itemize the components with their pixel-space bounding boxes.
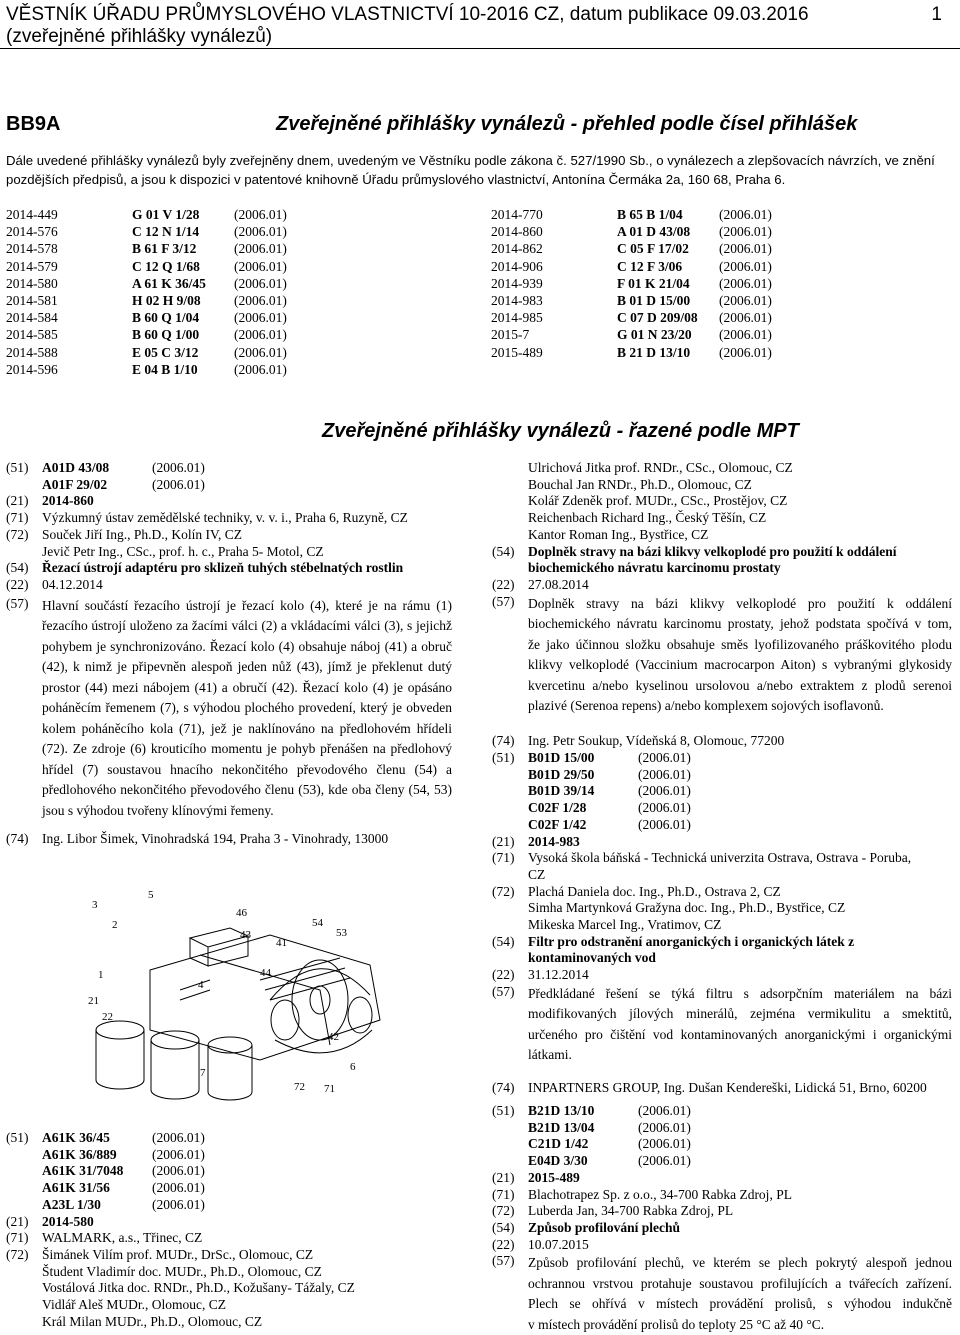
abstract [42, 596, 452, 822]
field-code: (57) [492, 1253, 515, 1269]
intro-line: Dále uvedené přihlášky vynálezů byly zveřejněny dnem, uvedeným ve Věstníku podle zákona č. 527/1990 Sb., o vynálezech a zlepšovacích návrzích, ve znění [6, 153, 935, 168]
invention-drawing [80, 880, 410, 1105]
inventor-line [492, 477, 952, 494]
application-number: 2014-449 [6, 207, 58, 222]
inventor-line [492, 460, 952, 477]
field-code: (22) [492, 576, 515, 592]
classification: C 05 F 17/02 [617, 241, 689, 257]
inventor: Študent Vladimír doc. MUDr., Ph.D., Olomouc, CZ [42, 1263, 322, 1279]
application-entry [492, 1103, 952, 1335]
field-code: (72) [492, 1203, 515, 1219]
classification: C 12 Q 1/68 [132, 258, 200, 274]
classification-year: (2006.01) [638, 1136, 691, 1152]
abstract-line: (42), k nimž je připevněn alespoň jeden nůž (43), jímž je překlenut dutý [42, 659, 452, 675]
inventor: Jevič Petr Ing., CSc., prof. h. c., Praha 5- Motol, CZ [42, 543, 324, 559]
application-number: 2015-7 [491, 327, 530, 343]
classification: B01D 39/14 [528, 783, 595, 799]
classification-entry [42, 1180, 205, 1195]
classification-line [492, 1153, 952, 1170]
inventor: Vostálová Jitka doc. RNDr., Ph.D., Kožušany- Tážaly, CZ [42, 1280, 355, 1296]
classification-entry [42, 1197, 205, 1212]
classification-line [6, 1147, 452, 1164]
figure-reference-label: 6 [350, 1061, 356, 1073]
application-entry [492, 460, 952, 749]
application-number: 2014-580 [6, 275, 58, 291]
classification: B 65 B 1/04 [617, 207, 683, 222]
application-number: 2014-985 [491, 310, 543, 326]
bulletin-title: VĚSTNÍK ÚŘADU PRŮMYSLOVÉHO VLASTNICTVÍ 10-2016 CZ, datum publikace 09.03.2016 [6, 4, 809, 25]
header-rule [0, 48, 960, 49]
field-code: (71) [492, 850, 515, 866]
field-code: (54) [492, 933, 515, 949]
application-number: 2014-862 [491, 241, 543, 257]
classification: A01F 29/02 [42, 476, 108, 492]
inventor-line [492, 900, 952, 917]
classification-line [6, 1130, 452, 1147]
classification-year: (2006.01) [719, 207, 772, 222]
abstract-line: že jako účinnou složku obsahuje směs lyofilizovaného práškovitého plodu [528, 636, 952, 652]
figure-reference-label: 71 [324, 1083, 335, 1095]
classification: G 01 V 1/28 [132, 207, 200, 222]
classification-year: (2006.01) [719, 310, 772, 326]
applicant: CZ [528, 866, 546, 882]
classification-entry [528, 1136, 691, 1151]
classification-entry [528, 750, 691, 765]
abstract-line: pohybem je synchronizováno. Řezací kolo (4) obsahuje náboj (41) a obruč [42, 638, 452, 654]
classification-line [492, 800, 952, 817]
application-number: 2014-585 [6, 327, 58, 343]
classification-line [6, 1180, 452, 1197]
application-number: 2014-770 [491, 207, 543, 222]
filing-date: 04.12.2014 [42, 576, 103, 592]
figure-reference-label: 72 [294, 1081, 305, 1093]
number-row [491, 206, 821, 223]
field-code: (74) [6, 831, 29, 847]
field-code: (72) [6, 526, 29, 542]
classification-year: (2006.01) [234, 361, 287, 377]
application-number: 2014-596 [6, 361, 58, 377]
figure-reference-label: 21 [88, 995, 99, 1007]
classification-year: (2006.01) [719, 292, 772, 308]
classification: C 12 N 1/14 [132, 224, 200, 240]
number-row [6, 275, 336, 292]
inventor: Král Milan MUDr., Ph.D., Olomouc, CZ [42, 1313, 263, 1329]
abstract [528, 984, 952, 1066]
abstract-line: klikvy velkoplodé (Vaccinium macrocarpon Aiton) s vybranými glykosidy [528, 657, 952, 673]
classification-year: (2006.01) [234, 258, 287, 274]
classification-year: (2006.01) [152, 1196, 205, 1212]
figure-reference-label: 53 [336, 927, 347, 939]
figure-reference-label: 7 [200, 1067, 206, 1079]
classification: F 01 K 21/04 [617, 275, 690, 291]
classification-entry [528, 817, 691, 832]
abstract-line: Hlavní součástí řezacího ústrojí je řezací kolo (4), které je na rámu (1) [42, 597, 452, 613]
inventor: Kolář Zdeněk prof. MUDr., CSc., Prostějov, CZ [528, 493, 788, 509]
abstract-line: (72). Ze zdroje (6) krouticího momentu je pohyb přenášen na předlohový [42, 741, 452, 757]
classification-entry [528, 800, 691, 815]
classification: C21D 1/42 [528, 1136, 589, 1152]
section-title-mpt: Zveřejněné přihlášky vynálezů - řazené podle MPT [322, 420, 799, 442]
number-row [6, 206, 336, 223]
application-number: 2014-588 [6, 344, 58, 360]
field-code: (21) [492, 1169, 515, 1185]
field-code: (54) [6, 560, 29, 576]
filing-date: 10.07.2015 [528, 1236, 589, 1252]
abstract-line: poháněcím řemenem (7), s výhodou plochého provedení, který je obveden [42, 700, 452, 716]
number-row [6, 223, 336, 240]
application-number: 2014-578 [6, 241, 58, 257]
number-row [6, 309, 336, 326]
invention-title: Filtr pro odstranění anorganických i organických látek z [528, 933, 855, 949]
classification-year: (2006.01) [638, 750, 691, 765]
field-code: (54) [492, 543, 515, 559]
figure-reference-label: 44 [260, 967, 271, 979]
figure-reference-label: 41 [276, 937, 287, 949]
field-code: (22) [492, 1236, 515, 1252]
field-code: (22) [6, 576, 29, 592]
classification: C02F 1/28 [528, 800, 587, 816]
application-number: 2015-489 [491, 344, 543, 360]
classification-year: (2006.01) [152, 1146, 205, 1162]
inventor: Kantor Roman Ing., Bystřice, CZ [528, 526, 709, 542]
application-number: 2014-860 [491, 224, 543, 240]
number-row [6, 361, 336, 378]
invention-title: Doplněk stravy na bázi klikvy velkoplodé pro použití k oddálení [528, 543, 897, 559]
classification: E 05 C 3/12 [132, 344, 199, 360]
classification: A61K 36/45 [42, 1130, 110, 1145]
application-number: 2015-489 [528, 1169, 580, 1185]
abstract-line: v místech provádění prolisů do teploty 25 °C až 40 °C. [528, 1316, 825, 1332]
filing-date: 27.08.2014 [528, 576, 589, 592]
classification-year: (2006.01) [234, 207, 287, 222]
classification-line [492, 783, 952, 800]
abstract-line: prostor (44) mezi nábojem (41) a obručí (42). Řezací kolo (4) je opásáno [42, 679, 452, 695]
classification-year: (2006.01) [719, 224, 772, 240]
classification-entry [528, 1103, 691, 1118]
classification-entry [528, 1120, 691, 1135]
abstract-line: modifikovaných jílových minerálů, zejména vermikulitu a smektitů, [528, 1006, 952, 1022]
number-row [491, 309, 821, 326]
agent: INPARTNERS GROUP, Ing. Dušan Kendereški, Lidická 51, Brno, 60200 [528, 1079, 927, 1095]
section-title: Zveřejněné přihlášky vynálezů - přehled podle čísel přihlášek [276, 113, 858, 135]
classification: B 60 Q 1/00 [132, 327, 200, 343]
classification-line [492, 1103, 952, 1120]
application-number: 2014-939 [491, 275, 543, 291]
applicant: Výzkumný ústav zemědělské techniky, v. v. i., Praha 6, Ruzyně, CZ [42, 510, 408, 526]
classification-year: (2006.01) [234, 327, 287, 343]
classification-year: (2006.01) [638, 1103, 691, 1118]
figure-reference-label: 4 [198, 979, 204, 991]
classification-entry [42, 1163, 205, 1178]
classification-year: (2006.01) [152, 1180, 205, 1196]
number-row [6, 258, 336, 275]
number-row [491, 292, 821, 309]
application-entry [6, 1130, 452, 1330]
classification-line [6, 1163, 452, 1180]
classification-line [492, 1120, 952, 1137]
invention-title: kontaminovaných vod [528, 950, 656, 966]
application-number: 2014-983 [528, 833, 580, 849]
inventor-line [6, 1280, 452, 1297]
classification-year: (2006.01) [719, 258, 772, 274]
field-code: (71) [492, 1186, 515, 1202]
abstract-line: jsou s výhodou tvořeny klínovými řemeny. [42, 802, 274, 818]
classification: G 01 N 23/20 [617, 327, 692, 343]
field-code: (21) [6, 493, 29, 509]
inventor: Reichenbach Richard Ing., Český Těšín, CZ [528, 510, 767, 526]
classification-line [492, 817, 952, 834]
intro-line: pozdějších předpisů, a jsou k dispozici v patentové knihovně Úřadu průmyslového vlastnictví, Antonína Čermáka 2a, 160 68, Praha 6. [6, 172, 786, 187]
classification-line [492, 750, 952, 767]
classification-line [6, 1197, 452, 1214]
field-code: (21) [492, 833, 515, 849]
inventor: Vidlář Aleš MUDr., Olomouc, CZ [42, 1297, 227, 1313]
application-entry [6, 460, 452, 848]
inventor: Plachá Daniela doc. Ing., Ph.D., Ostrava 2, CZ [528, 883, 781, 899]
page-number: 1 [931, 4, 942, 25]
abstract-line: Předkládané řešení se týká filtru s adsorpčním materiálem na bázi [528, 985, 952, 1001]
field-code: (54) [492, 1219, 515, 1235]
abstract [528, 594, 952, 717]
classification-year: (2006.01) [638, 1119, 691, 1135]
classification: C02F 1/42 [528, 816, 587, 832]
classification: B21D 13/10 [528, 1103, 595, 1118]
application-number: 2014-983 [491, 292, 543, 308]
application-number: 2014-580 [42, 1213, 94, 1229]
figure-reference-label: 5 [148, 889, 154, 901]
classification: A61K 31/7048 [42, 1163, 124, 1179]
field-code: (51) [6, 460, 29, 475]
field-code: (22) [492, 967, 515, 983]
classification: A61K 36/889 [42, 1146, 117, 1162]
inventor-line [6, 1264, 452, 1281]
section-code: BB9A [6, 113, 61, 135]
filing-date: 31.12.2014 [528, 967, 589, 983]
field-code: (21) [6, 1213, 29, 1229]
abstract-line: ochrannou vrstvou protahuje soustavou profilujících a tvářecích zařízení. [528, 1275, 952, 1291]
number-row [491, 258, 821, 275]
classification-line [492, 1136, 952, 1153]
abstract-line: biochemického návratu karcinomu prostaty, jehož podstata spočívá v tom, [528, 616, 952, 632]
classification-year: (2006.01) [234, 224, 287, 240]
field-code: (71) [6, 510, 29, 526]
classification-year: (2006.01) [152, 476, 205, 492]
abstract-line: Plech se ohřívá v místech provádění prolisů, s výhodou indukčně [528, 1296, 952, 1312]
classification: B 01 D 15/00 [617, 292, 691, 308]
classification: A 01 D 43/08 [617, 224, 691, 240]
field-code: (57) [492, 593, 515, 609]
abstract-line: plazivé (Serenoa repens) a/nebo komplexem sojových isoflavonů. [528, 698, 884, 714]
bulletin-subtitle: (zveřejněné přihlášky vynálezů) [6, 26, 273, 47]
agent: Ing. Libor Šimek, Vinohradská 194, Praha 3 - Vinohrady, 13000 [42, 831, 389, 847]
applicant: Vysoká škola báňská - Technická univerzita Ostrava, Ostrava - Poruba, [528, 850, 912, 866]
agent: Ing. Petr Soukup, Vídeňská 8, Olomouc, 77200 [528, 732, 785, 748]
number-row [491, 275, 821, 292]
number-row [491, 344, 821, 361]
classification-year: (2006.01) [152, 1130, 205, 1145]
field-code: (71) [6, 1230, 29, 1246]
classification: B01D 15/00 [528, 750, 595, 765]
classification: E 04 B 1/10 [132, 361, 198, 377]
inventor-line [6, 1247, 452, 1264]
field-code: (57) [492, 983, 515, 999]
number-row [491, 326, 821, 343]
applicant: WALMARK, a.s., Třinec, CZ [42, 1230, 203, 1246]
number-row [491, 240, 821, 257]
number-list-left [6, 206, 336, 378]
classification: B21D 13/04 [528, 1119, 595, 1135]
abstract-line: kolem poháněcího kola (71), jež je naklínováno na předlohovém hřídeli [42, 720, 452, 736]
classification-year: (2006.01) [719, 241, 772, 257]
inventor-line [492, 493, 952, 510]
abstract-line: určeného pro čištění vod kontaminovaných anorganickými i organickými [528, 1026, 952, 1042]
invention-title: Řezací ústrojí adaptéru pro sklizeň tuhých stébelnatých rostlin [42, 560, 404, 576]
field-code: (51) [492, 1103, 515, 1118]
field-code: (74) [492, 732, 515, 748]
figure-reference-label: 22 [102, 1011, 113, 1023]
inventor: Mikeska Marcel Ing., Vratimov, CZ [528, 917, 722, 933]
inventor: Šimánek Vilím prof. MUDr., DrSc., Olomouc, CZ [42, 1246, 314, 1262]
application-entry [492, 750, 952, 1097]
classification-entry [528, 1153, 691, 1168]
classification-year: (2006.01) [234, 275, 287, 291]
figure-reference-label: 46 [236, 907, 247, 919]
invention-title: Způsob profilování plechů [528, 1219, 681, 1235]
classification-year: (2006.01) [719, 327, 772, 343]
classification-year: (2006.01) [638, 1153, 691, 1169]
classification: E04D 3/30 [528, 1153, 588, 1169]
classification-year: (2006.01) [234, 292, 287, 308]
classification: B 61 F 3/12 [132, 241, 197, 257]
classification: B 60 Q 1/04 [132, 310, 200, 326]
application-number: 2014-860 [42, 493, 94, 509]
inventor: Luberda Jan, 34-700 Rabka Zdroj, PL [528, 1203, 734, 1219]
classification: A 61 K 36/45 [132, 275, 206, 291]
classification-year: (2006.01) [638, 783, 691, 799]
classification-year: (2006.01) [234, 310, 287, 326]
application-number: 2014-579 [6, 258, 58, 274]
bulletin-header [6, 4, 809, 48]
classification: A01D 43/08 [42, 460, 110, 475]
classification: A23L 1/30 [42, 1196, 101, 1212]
figure-reference-label: 1 [98, 969, 104, 981]
inventor: Bouchal Jan RNDr., Ph.D., Olomouc, CZ [528, 476, 752, 492]
classification: A61K 31/56 [42, 1180, 110, 1196]
classification-year: (2006.01) [152, 460, 205, 475]
number-row [491, 223, 821, 240]
classification-year: (2006.01) [638, 766, 691, 782]
classification-entry [42, 1130, 205, 1145]
classification-year: (2006.01) [152, 1163, 205, 1179]
application-number: 2014-581 [6, 292, 58, 308]
classification-year: (2006.01) [719, 275, 772, 291]
classification-entry [528, 783, 691, 798]
field-code: (72) [492, 883, 515, 899]
applicant: Blachotrapez Sp. z o.o., 34-700 Rabka Zdroj, PL [528, 1186, 792, 1202]
number-row [6, 344, 336, 361]
classification: C 12 F 3/06 [617, 258, 683, 274]
field-code: (51) [492, 750, 515, 765]
classification: C 07 D 209/08 [617, 310, 698, 326]
invention-title: biochemického návratu karcinomu prostaty [528, 560, 781, 576]
inventor-line [6, 1314, 452, 1331]
field-code: (51) [6, 1130, 29, 1145]
abstract-line: kvercetinu a/nebo kyselinou ursolovou a/nebo extraktem z plodů serenoi [528, 677, 952, 693]
abstract-line: Doplněk stravy na bázi klikvy velkoplodé pro použití k oddálení [528, 595, 952, 611]
classification-year: (2006.01) [638, 800, 691, 816]
classification: B 21 D 13/10 [617, 344, 691, 360]
abstract-line: řezacího ústrojí uloženo za žacími válci (2) a vkládacími válci (3), s jejichž [42, 618, 452, 634]
classification-line [492, 767, 952, 784]
figure-reference-label: 3 [92, 899, 98, 911]
figure-reference-label: 42 [328, 1031, 339, 1043]
number-row [6, 240, 336, 257]
classification-entry [528, 767, 691, 782]
abstract [528, 1253, 952, 1335]
inventor: Ulrichová Jitka prof. RNDr., CSc., Olomouc, CZ [528, 460, 793, 475]
field-code: (74) [492, 1079, 515, 1095]
figure-reference-label: 43 [240, 929, 251, 941]
inventor-line [492, 527, 952, 544]
number-row [6, 292, 336, 309]
classification-year: (2006.01) [234, 241, 287, 257]
figure-reference-label: 2 [112, 919, 118, 931]
inventor: Souček Jiří Ing., Ph.D., Kolín IV, CZ [42, 526, 243, 542]
inventor-line [492, 510, 952, 527]
inventor-line [492, 917, 952, 934]
number-list-right [491, 206, 821, 361]
classification-entry [42, 1147, 205, 1162]
classification-year: (2006.01) [234, 344, 287, 360]
application-number: 2014-576 [6, 224, 58, 240]
abstract-line: předlohového nekončitého převodového členu (53), kde oba členy (54, 53) [42, 782, 452, 798]
inventor-line [6, 1297, 452, 1314]
application-number: 2014-906 [491, 258, 543, 274]
abstract-line: Způsob profilování plechů, ve kterém se plech pokrytý alespoň jednou [528, 1255, 952, 1271]
classification-year: (2006.01) [638, 816, 691, 832]
abstract-line: hřídel (7) soustavou hnacího nekončitého převodového členu (54) a [42, 761, 452, 777]
field-code: (72) [6, 1246, 29, 1262]
field-code: (57) [6, 595, 29, 611]
section-intro [6, 151, 954, 189]
classification-year: (2006.01) [719, 344, 772, 360]
application-number: 2014-584 [6, 310, 58, 326]
classification: B01D 29/50 [528, 766, 595, 782]
abstract-line: látkami. [528, 1047, 572, 1063]
inventor-line [492, 884, 952, 901]
figure-reference-label: 54 [312, 917, 323, 929]
inventor: Simha Martynková Gražyna doc. Ing., Ph.D., Bystřice, CZ [528, 900, 846, 916]
classification: H 02 H 9/08 [132, 292, 201, 308]
number-row [6, 326, 336, 343]
